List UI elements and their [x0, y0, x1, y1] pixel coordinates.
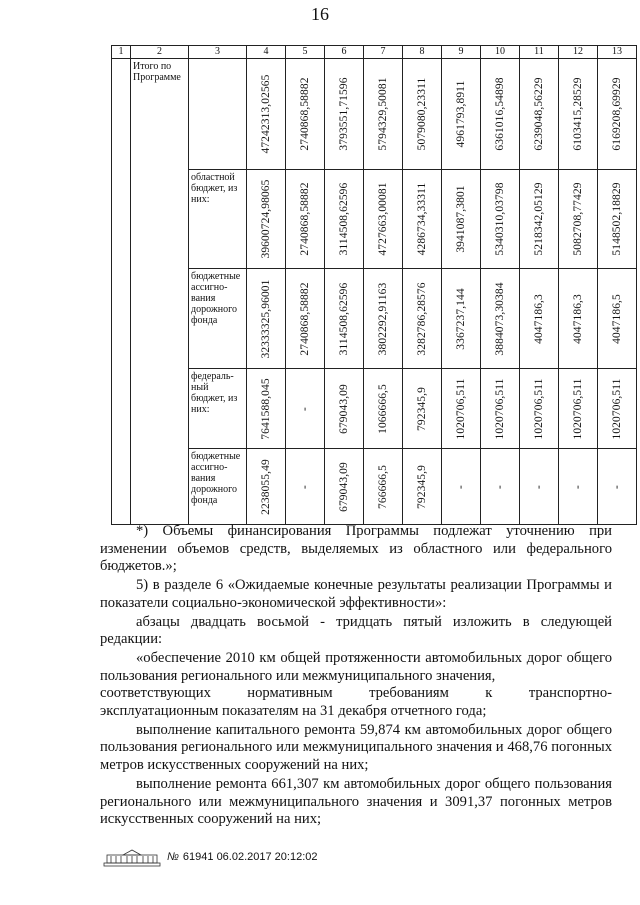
value-cell [559, 449, 598, 525]
value-cell [364, 170, 403, 269]
value-cell [598, 269, 637, 369]
value-text: 3114508,62596 [338, 282, 350, 355]
value-text: 3367237,144 [455, 287, 467, 350]
value-text: - [299, 484, 311, 489]
value-text: 3793551,71596 [338, 77, 350, 151]
value-cell [364, 449, 403, 525]
value-cell [481, 59, 520, 170]
value-cell [598, 59, 637, 170]
value-text: 4047186,3 [533, 293, 545, 344]
value-cell [325, 369, 364, 449]
value-cell [325, 59, 364, 170]
table-header-row [112, 46, 637, 59]
value-cell [403, 170, 442, 269]
registration-number-date: 61941 06.02.2017 20:12:02 [182, 851, 318, 863]
financing-table [111, 45, 637, 525]
value-cell [286, 449, 325, 525]
value-text: 5340310,03798 [494, 182, 506, 256]
document-footer [103, 847, 318, 867]
value-text: 1020706,511 [611, 377, 623, 440]
value-text: 5218342,05129 [533, 182, 545, 256]
value-text: 7641588,045 [260, 377, 272, 440]
paragraph-repair: выполнение ремонта 661,307 км автомобильных дорог общего пользования регионального или межмуниципального значения и 3091,37 погонных метров искусственных сооружений на них; [100, 775, 612, 828]
building-logo-icon [103, 848, 161, 867]
value-text: - [494, 484, 506, 489]
value-cell [364, 269, 403, 369]
value-text: 4961793,8911 [455, 80, 467, 148]
header-cell: 2 [131, 46, 189, 59]
value-cell [442, 369, 481, 449]
value-cell [481, 449, 520, 525]
row-label [189, 59, 247, 170]
value-cell [481, 170, 520, 269]
value-cell [247, 170, 286, 269]
value-cell [442, 59, 481, 170]
value-cell [559, 369, 598, 449]
value-text: - [611, 484, 623, 489]
header-cell: 9 [442, 46, 481, 59]
value-text: 2740868,58882 [299, 281, 311, 356]
value-text: 6103415,28529 [572, 77, 584, 151]
value-text: 6169208,69929 [611, 77, 623, 151]
value-cell [520, 369, 559, 449]
table-row [112, 449, 637, 525]
page-number: 16 [311, 4, 329, 24]
header-cell: 3 [189, 46, 247, 59]
value-cell [481, 369, 520, 449]
header-cell: 10 [481, 46, 520, 59]
row-label: бюджетные ассигнования дорожного фонда [189, 269, 247, 369]
value-text: 792345,9 [416, 464, 428, 509]
value-text: 47242313,02565 [260, 74, 272, 154]
value-cell [520, 269, 559, 369]
value-text: 1020706,511 [455, 377, 467, 440]
value-cell [520, 59, 559, 170]
value-text: 3884073,30384 [494, 281, 506, 356]
document-body [100, 523, 612, 829]
header-cell: 11 [520, 46, 559, 59]
value-cell [364, 369, 403, 449]
value-text: 2740868,58882 [299, 77, 311, 151]
value-cell [325, 170, 364, 269]
value-cell [598, 449, 637, 525]
value-cell [247, 59, 286, 170]
value-text: 679043,09 [338, 461, 350, 512]
value-cell [403, 369, 442, 449]
value-text: - [455, 484, 467, 489]
value-text: 4047186,5 [611, 293, 623, 344]
value-text: 1020706,511 [572, 377, 584, 440]
table-row [112, 269, 637, 369]
program-total-label: Итого по Программе [131, 59, 189, 525]
value-text: 3802292,91163 [377, 282, 389, 355]
value-text: 792345,9 [416, 386, 428, 431]
table-row [112, 170, 637, 269]
row-number-cell [112, 59, 131, 525]
value-cell [286, 59, 325, 170]
value-text: 4727663,00081 [377, 182, 389, 256]
value-cell [403, 269, 442, 369]
header-cell: 5 [286, 46, 325, 59]
value-cell [559, 170, 598, 269]
value-cell [247, 269, 286, 369]
number-sign: № [167, 851, 179, 863]
value-cell [598, 170, 637, 269]
instruction-paragraph: абзацы двадцать восьмой - тридцать пятый изложить в следующей редакции: [100, 613, 612, 648]
value-cell [520, 449, 559, 525]
footnote-paragraph: *) Объемы финансирования Программы подлежат уточнению при изменении объемов средств, выделяемых из областного или федерального бюджетов.»; [100, 523, 612, 575]
value-text: 6361016,54898 [494, 77, 506, 151]
value-cell [286, 369, 325, 449]
value-cell [559, 269, 598, 369]
value-text: 32333325,96001 [260, 278, 272, 359]
value-cell [520, 170, 559, 269]
value-text: 4286734,33311 [416, 182, 428, 256]
value-text: 5079080,23311 [416, 77, 428, 151]
paragraph-provision-line3: эксплуатационным показателям на 31 декабря отчетного года; [100, 703, 487, 720]
header-cell: 4 [247, 46, 286, 59]
table-row [112, 59, 637, 170]
header-cell: 12 [559, 46, 598, 59]
paragraph-provision-line2: соответствующих нормативным требованиям к транспортно- [100, 685, 612, 702]
value-cell [286, 269, 325, 369]
value-text: 2740868,58882 [299, 182, 311, 256]
paragraph-capital-repair: выполнение капитального ремонта 59,874 км автомобильных дорог общего пользования регионального или межмуниципального значения и 468,76 погонных метров искусственных сооружений на них; [100, 721, 612, 774]
row-label: бюджетные ассигнования дорожного фонда [189, 449, 247, 525]
value-text: 679043,09 [338, 383, 350, 434]
value-text: 1066666,5 [377, 383, 389, 434]
value-cell [247, 369, 286, 449]
value-text: - [299, 406, 311, 411]
value-cell [481, 269, 520, 369]
value-cell [442, 269, 481, 369]
value-cell [325, 269, 364, 369]
value-text: 5148502,18829 [611, 182, 623, 256]
value-cell [442, 449, 481, 525]
value-cell [247, 449, 286, 525]
header-cell: 13 [598, 46, 637, 59]
value-cell [559, 59, 598, 170]
value-cell [286, 170, 325, 269]
row-label: федеральный бюджет, из них: [189, 369, 247, 449]
value-text: 3941087,3801 [455, 185, 467, 253]
value-text: 5794329,50081 [377, 77, 389, 151]
table-row [112, 369, 637, 449]
value-cell [598, 369, 637, 449]
value-text: 3282786,28576 [416, 281, 428, 356]
value-text: - [533, 484, 545, 489]
value-text: 766666,5 [377, 464, 389, 509]
value-text: 3114508,62596 [338, 182, 350, 256]
header-cell: 6 [325, 46, 364, 59]
value-cell [403, 59, 442, 170]
header-cell: 1 [112, 46, 131, 59]
item-5-paragraph: 5) в разделе 6 «Ожидаемые конечные результаты реализации Программы и показатели социально-экономической эффективности»: [100, 577, 612, 611]
header-cell: 8 [403, 46, 442, 59]
row-label: областной бюджет, из них: [189, 170, 247, 269]
value-text: 2238055,49 [260, 458, 272, 515]
value-text: 6239048,56229 [533, 77, 545, 151]
value-text: 1020706,511 [533, 377, 545, 440]
value-text: 1020706,511 [494, 377, 506, 440]
value-text: 5082708,77429 [572, 182, 584, 256]
header-cell: 7 [364, 46, 403, 59]
value-cell [325, 449, 364, 525]
value-text: - [572, 484, 584, 489]
value-cell [403, 449, 442, 525]
value-cell [442, 170, 481, 269]
document-registration-info [167, 851, 318, 863]
value-text: 39600724,98065 [260, 179, 272, 259]
paragraph-provision-2010km: «обеспечение 2010 км общей протяженности автомобильных дорог общего пользования регионального или межмуниципального значения, [100, 649, 612, 684]
value-cell [364, 59, 403, 170]
value-text: 4047186,3 [572, 293, 584, 344]
